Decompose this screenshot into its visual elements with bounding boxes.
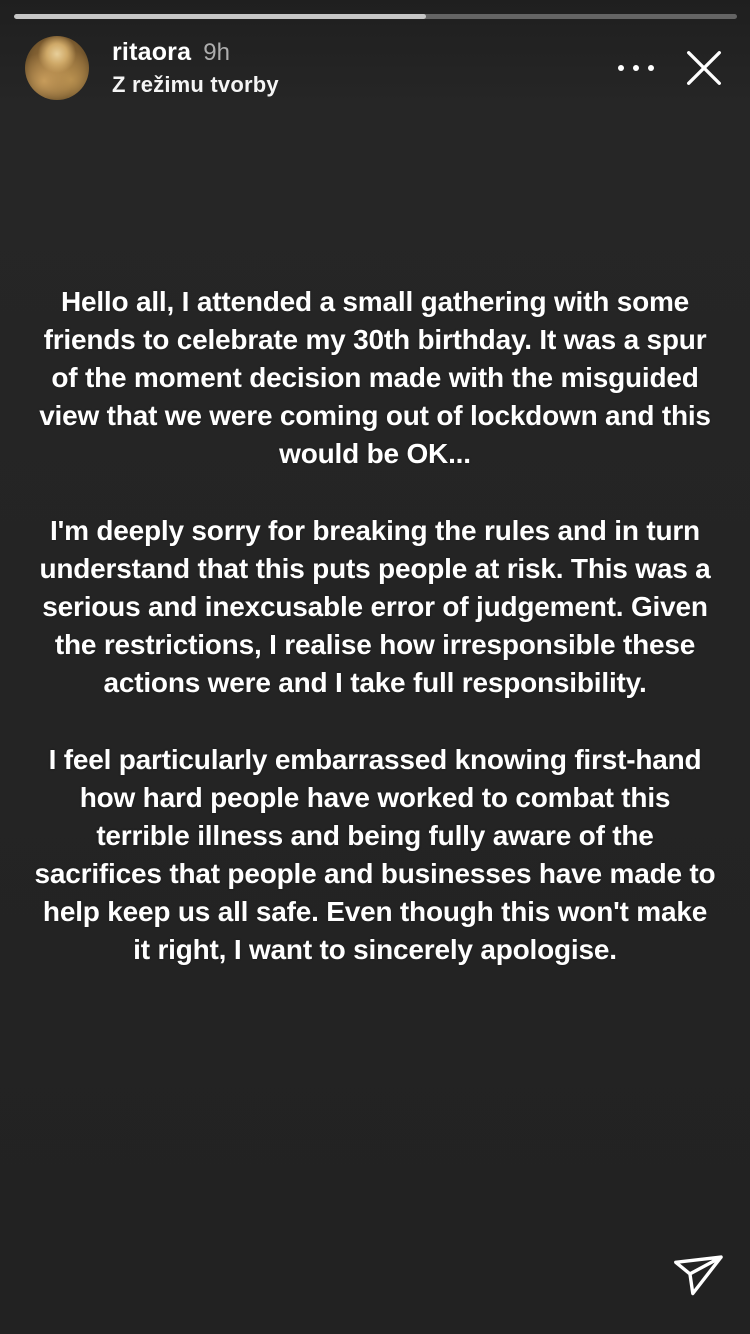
close-icon	[681, 45, 727, 91]
story-paragraph: I feel particularly embarrassed knowing first-hand how hard people have worked to combat this terrible illness and being fully aware of the sacrifices that people and businesses have made to help keep us all safe. Even though this won't make it right, I want to sincerely apologise.	[34, 744, 716, 965]
avatar[interactable]	[25, 36, 89, 100]
story-source-label: Z režimu tvorby	[112, 72, 279, 97]
close-button[interactable]	[666, 30, 742, 106]
paper-plane-icon	[663, 1241, 728, 1306]
more-options-button[interactable]	[606, 38, 666, 98]
share-story-button[interactable]	[662, 1240, 728, 1306]
story-header	[0, 30, 750, 106]
story-text	[31, 283, 719, 1008]
story-paragraph: Hello all, I attended a small gathering with some friends to celebrate my 30th birthday. It was a spur of the moment decision made with the misguided view that we were coming out of lockdown and this would be OK...	[39, 286, 711, 469]
story-paragraph: I'm deeply sorry for breaking the rules and in turn understand that this puts people at risk. This was a serious and inexcusable error of judgement. Given the restrictions, I realise how irresponsible these actions were and I take full responsibility.	[39, 515, 711, 698]
story-progress-bar	[14, 14, 737, 19]
three-dots-icon	[618, 65, 654, 71]
username[interactable]: ritaora	[112, 38, 192, 66]
story-progress-fill	[14, 14, 426, 19]
user-meta	[112, 40, 279, 96]
header-actions	[606, 30, 750, 106]
timestamp: 9h	[203, 39, 230, 66]
